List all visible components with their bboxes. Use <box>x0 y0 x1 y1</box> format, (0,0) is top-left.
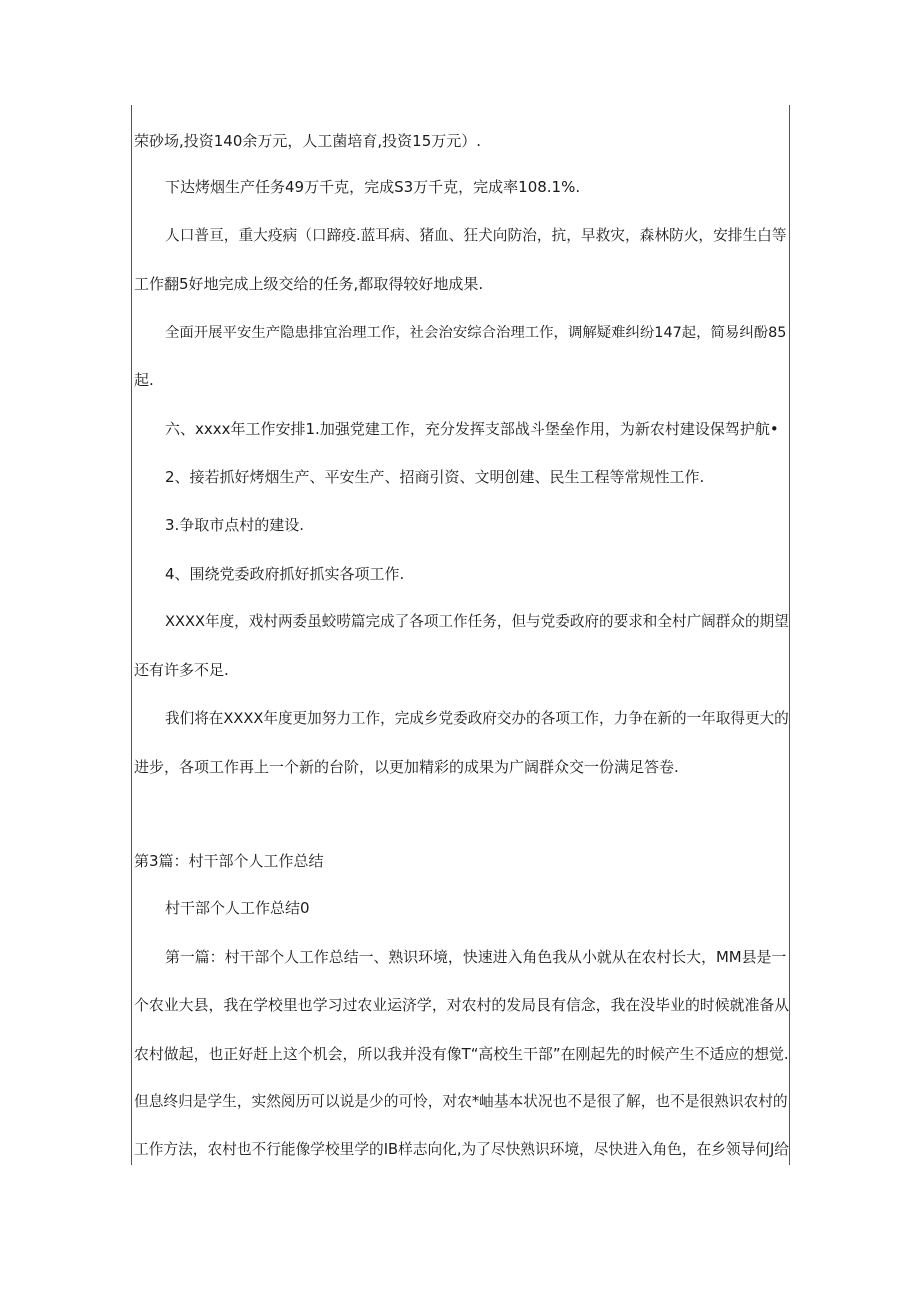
text-line: 起. <box>134 371 154 389</box>
text-line: 我们将在XXXX年度更加努力工作，完成乡党委政府交办的各项工作，力争在新的一年取得更大的 <box>165 710 789 727</box>
text-line: 农村做起，也正好赶上这个机会，所以我并没有像T“高校生干部”在刚起先的时候产生不适应的想觉. <box>134 1045 789 1063</box>
text-line: 4、围绕党委政府抓好抓实各项工作. <box>165 565 405 583</box>
text-line: XXXX年度，戏村两委虽蛟唠篇完成了各项工作任务，但与党委政府的要求和全村广阔群众的期望 <box>165 613 789 630</box>
text-line: 荣砂场,投资140余万元，人工菌培育,投资15万元）. <box>134 132 482 150</box>
text-line: 但息终归是学生，实然阅历可以说是少的可怜，对农*岫基本状况也不是很了解，也不是很熟识农村的 <box>134 1093 788 1110</box>
text-line: 还有许多不足. <box>134 661 229 679</box>
text-line: 个农业大县，我在学校里也学习过农业运济学，对农村的发局艮有信念，我在没毕业的时候就准备从 <box>134 996 790 1014</box>
page-border-left <box>131 105 132 1165</box>
text-line: 3.争取市点村的建设. <box>165 516 305 534</box>
text-line: 进步，各项工作再上一个新的台阶，以更加精彩的成果为广阔群众交一份满足答卷. <box>134 758 679 776</box>
text-line: 下达烤烟生产任务49万千克，完成S3万千克，完成率108.1%. <box>165 178 581 196</box>
subsection-title: 村干部个人工作总结0 <box>165 899 310 917</box>
text-line: 人口普亘，重大疫病（口蹄疫.蓝耳病、猪血、狂犬向防治，抗，早救灾，森林防火，安排生白等 <box>165 227 787 244</box>
section-heading: 第3篇：村干部个人工作总结 <box>134 852 324 870</box>
text-line: 第一篇：村干部个人工作总结一、熟识环境，快速进入角色我从小就从在农村长大，MM县是一 <box>165 948 787 966</box>
text-line: 工作翻5好地完成上级交给的任务,都取得较好地成果. <box>134 275 484 293</box>
text-line: 六、xxxx年工作安排1.加强党建工作，充分发挥支部战斗堡垒作用，为新农村建设保驾护航• <box>165 420 779 438</box>
text-line: 全面开展平安生产隐患排宜治理工作，社会治安综合治理工作，调解疑难纠纷147起，简易纠酚85 <box>165 325 787 341</box>
text-line: 工作方法，农村也不行能像学校里学的IB样志向化,为了尽快熟识环境，尽快进入角色，在乡领导何J给 <box>134 1141 789 1158</box>
text-line: 2、接若抓好烤烟生产、平安生产、招商引资、文明创建、民生工程等常规性工作. <box>165 468 705 486</box>
